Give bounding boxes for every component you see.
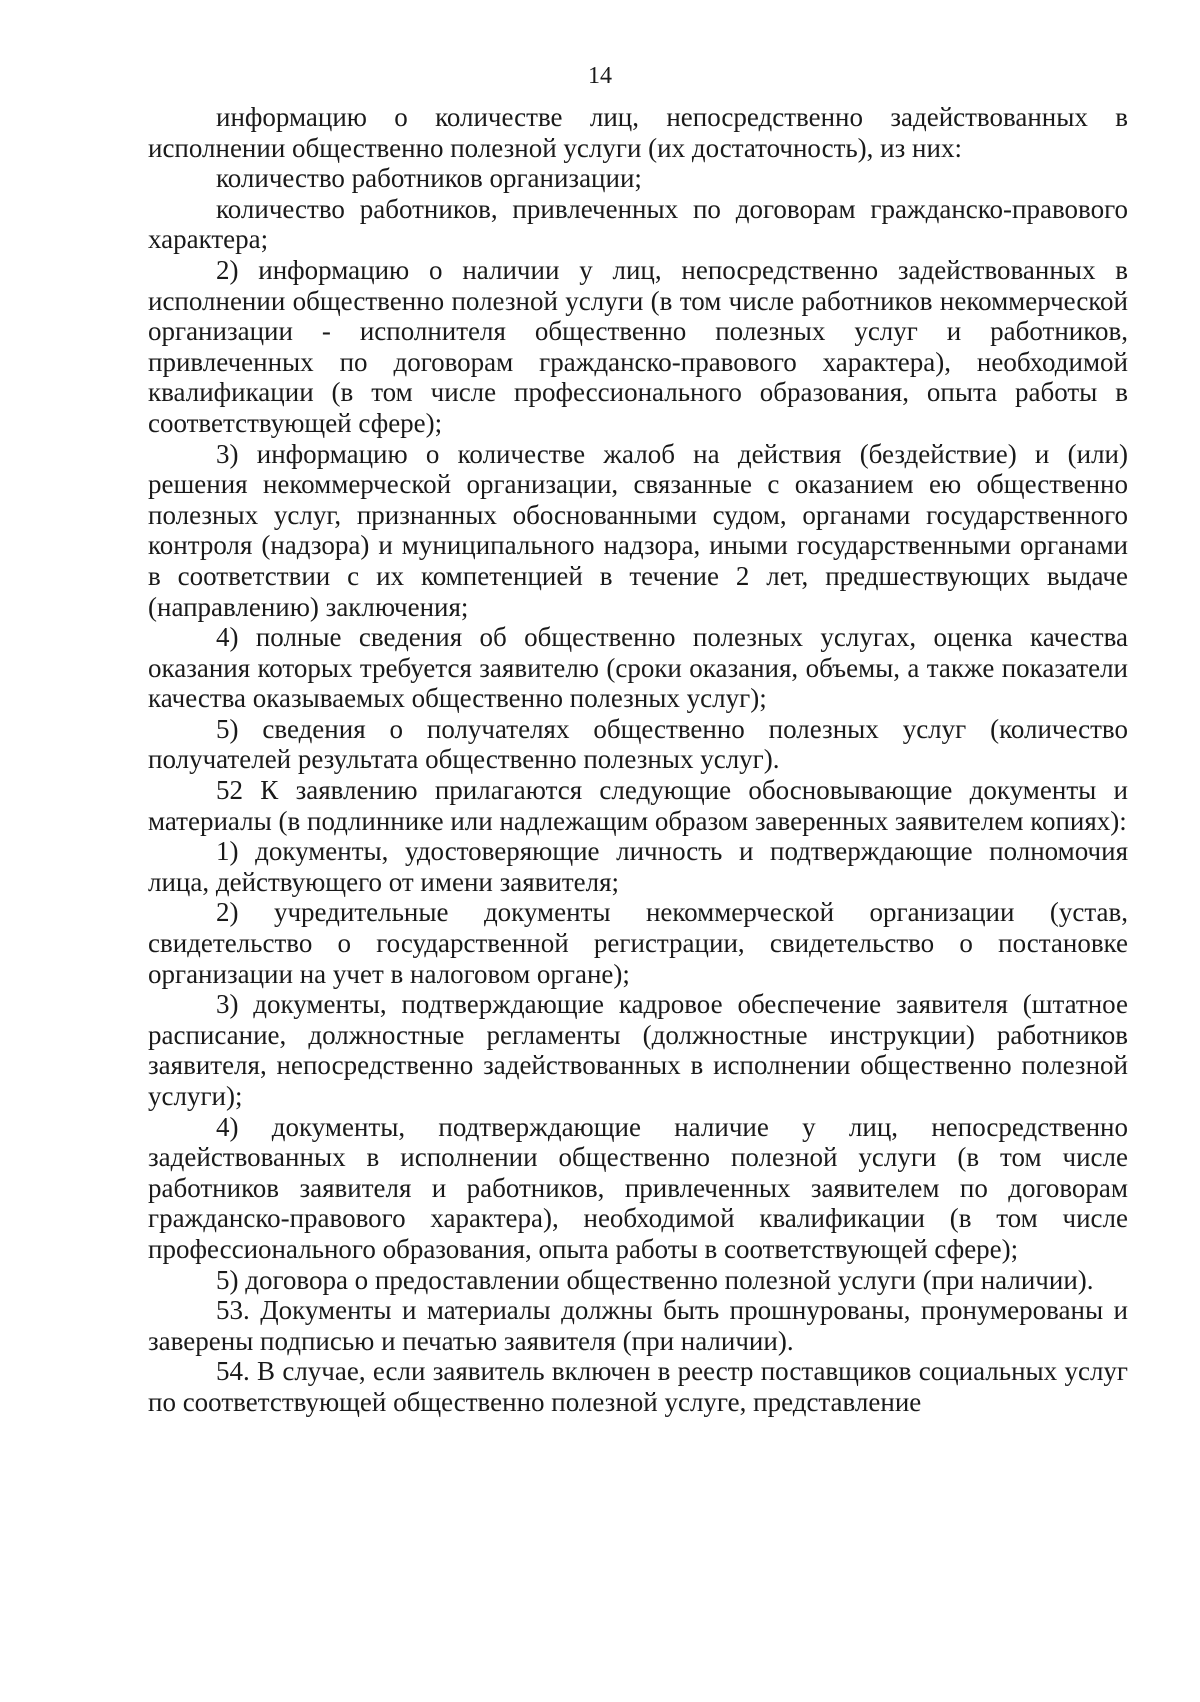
paragraph: количество работников, привлеченных по договорам гражданско-правового характера; [148, 193, 1128, 255]
paragraph: 4) документы, подтверждающие наличие у лиц, непосредственно задействованных в исполнении общественно полезной услуги (в том числе работников заявителя и работников, привлеченных заявителем по договорам гражданско-правового характера), необходимой квалификации (в том числе профессионального образования, опыта работы в соответствующей сфере); [148, 1111, 1128, 1264]
paragraph: 4) полные сведения об общественно полезных услугах, оценка качества оказания которых требуется заявителю (сроки оказания, объемы, а также показатели качества оказываемых общественно полезных услуг); [148, 622, 1128, 714]
page-number: 14 [588, 63, 612, 89]
paragraph: 53. Документы и материалы должны быть прошнурованы, пронумерованы и заверены подписью и печатью заявителя (при наличии). [148, 1295, 1128, 1356]
paragraph: количество работников организации; [216, 163, 642, 194]
paragraph: 2) учредительные документы некоммерческой организации (устав, свидетельство о государственной регистрации, свидетельство о постановке организации на учет в налоговом органе); [148, 897, 1128, 989]
paragraph: 54. В случае, если заявитель включен в реестр поставщиков социальных услуг по соответствующей общественно полезной услуге, представление [148, 1356, 1128, 1417]
paragraph: информацию о количестве лиц, непосредственно задействованных в исполнении общественно полезной услуги (их достаточность), из них: [148, 102, 1128, 163]
paragraph: 3) информацию о количестве жалоб на действия (бездействие) и (или) решения некоммерческой организации, связанные с оказанием ею общественно полезных услуг, признанных обоснованными судом, органами государственного контроля (надзора) и муниципального надзора, иными государственными органами в соответствии с их компетенцией в течение 2 лет, предшествующих выдаче (направлению) заключения; [148, 438, 1128, 622]
paragraph: 1) документы, удостоверяющие личность и подтверждающие полномочия лица, действующего от имени заявителя; [148, 836, 1128, 897]
paragraph: 3) документы, подтверждающие кадровое обеспечение заявителя (штатное расписание, должностные регламенты (должностные инструкции) работников заявителя, непосредственно задействованных в исполнении общественно полезной услуги); [148, 989, 1128, 1111]
paragraph: 2) информацию о наличии у лиц, непосредственно задействованных в исполнении общественно полезной услуги (в том числе работников некоммерческой организации - исполнителя общественно полезных услуг и работников, привлеченных по договорам гражданско-правового характера), необходимой квалификации (в том числе профессионального образования, опыта работы в соответствующей сфере); [148, 254, 1128, 438]
paragraph: 5) договора о предоставлении общественно полезной услуги (при наличии). [216, 1264, 1094, 1295]
paragraph: 52 К заявлению прилагаются следующие обосновывающие документы и материалы (в подлиннике или надлежащим образом заверенных заявителем копиях): [148, 775, 1128, 836]
paragraph: 5) сведения о получателях общественно полезных услуг (количество получателей результата общественно полезных услуг). [148, 713, 1128, 775]
document-body [148, 102, 1128, 1418]
